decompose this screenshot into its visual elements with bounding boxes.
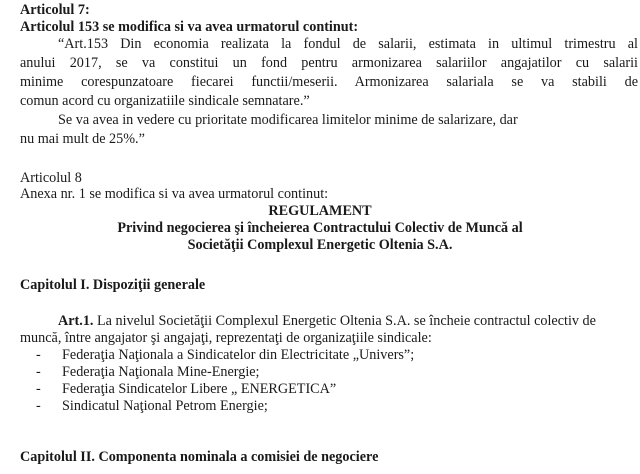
regulament-subtitle-line2: Societăţii Complexul Energetic Oltenia S.A.: [187, 237, 453, 253]
list-item-text: Federaţia Sindicatelor Libere „ ENERGETICA”: [62, 381, 337, 397]
list-item-text: Federaţia Naţionala Mine-Energie;: [62, 364, 260, 380]
dash-bullet-icon: -: [36, 364, 41, 380]
list-item: [36, 347, 414, 365]
list-item-text: Federaţia Naţionala a Sindicatelor din Electricitate „Univers”;: [62, 347, 415, 363]
article7-para2-line1: Se va avea in vedere cu prioritate modificarea limitelor minime de salarizare, dar: [58, 112, 518, 128]
art1-line2: muncă, între angajator şi angajaţi, reprezentaţi de organizaţiile sindicale:: [20, 330, 432, 346]
regulament-title: REGULAMENT: [268, 203, 372, 219]
regulament-subtitle-line1: Privind negocierea şi încheierea Contractului Colectiv de Muncă al: [117, 220, 523, 236]
list-item: [36, 398, 268, 416]
article7-heading: Articolul 7:: [20, 2, 90, 18]
article7-para1-line4: comun acord cu organizatiile sindicale semnatare.”: [20, 93, 310, 109]
chapter1-title: Capitolul I. Dispoziţii generale: [20, 277, 206, 293]
article7-para1-line2: anului 2017, se va constitui un fond pentru armonizarea salariilor angajatilor cu salarii: [20, 55, 638, 71]
dash-bullet-icon: -: [36, 347, 41, 363]
dash-bullet-icon: -: [36, 398, 41, 414]
art1-text: La nivelul Societăţii Complexul Energetic Oltenia S.A. se încheie contractul colectiv de: [93, 313, 596, 329]
art1-label: Art.1.: [58, 313, 94, 329]
list-item: [36, 364, 260, 382]
list-item-text: Sindicatul Naţional Petrom Energie;: [62, 398, 268, 414]
article8-heading: Articolul 8: [20, 170, 82, 186]
article7-subheading: Articolul 153 se modifica si va avea urmatorul continut:: [20, 19, 359, 35]
dash-bullet-icon: -: [36, 381, 41, 397]
article7-para2-line2: nu mai mult de 25%.”: [20, 131, 145, 147]
article7-para1-line3: minime corespunzatoare fiecarei functii/meserii. Armonizarea salariala se va stabili de: [20, 74, 638, 90]
chapter2-title: Capitolul II. Componenta nominala a comisiei de negociere: [20, 449, 379, 465]
list-item: [36, 381, 336, 399]
article7-para1-line1: “Art.153 Din economia realizata la fondul de salarii, estimata in ultimul trimestru al: [58, 36, 638, 52]
article8-line: Anexa nr. 1 se modifica si va avea urmatorul continut:: [20, 186, 329, 202]
art1-line1: [58, 313, 596, 331]
